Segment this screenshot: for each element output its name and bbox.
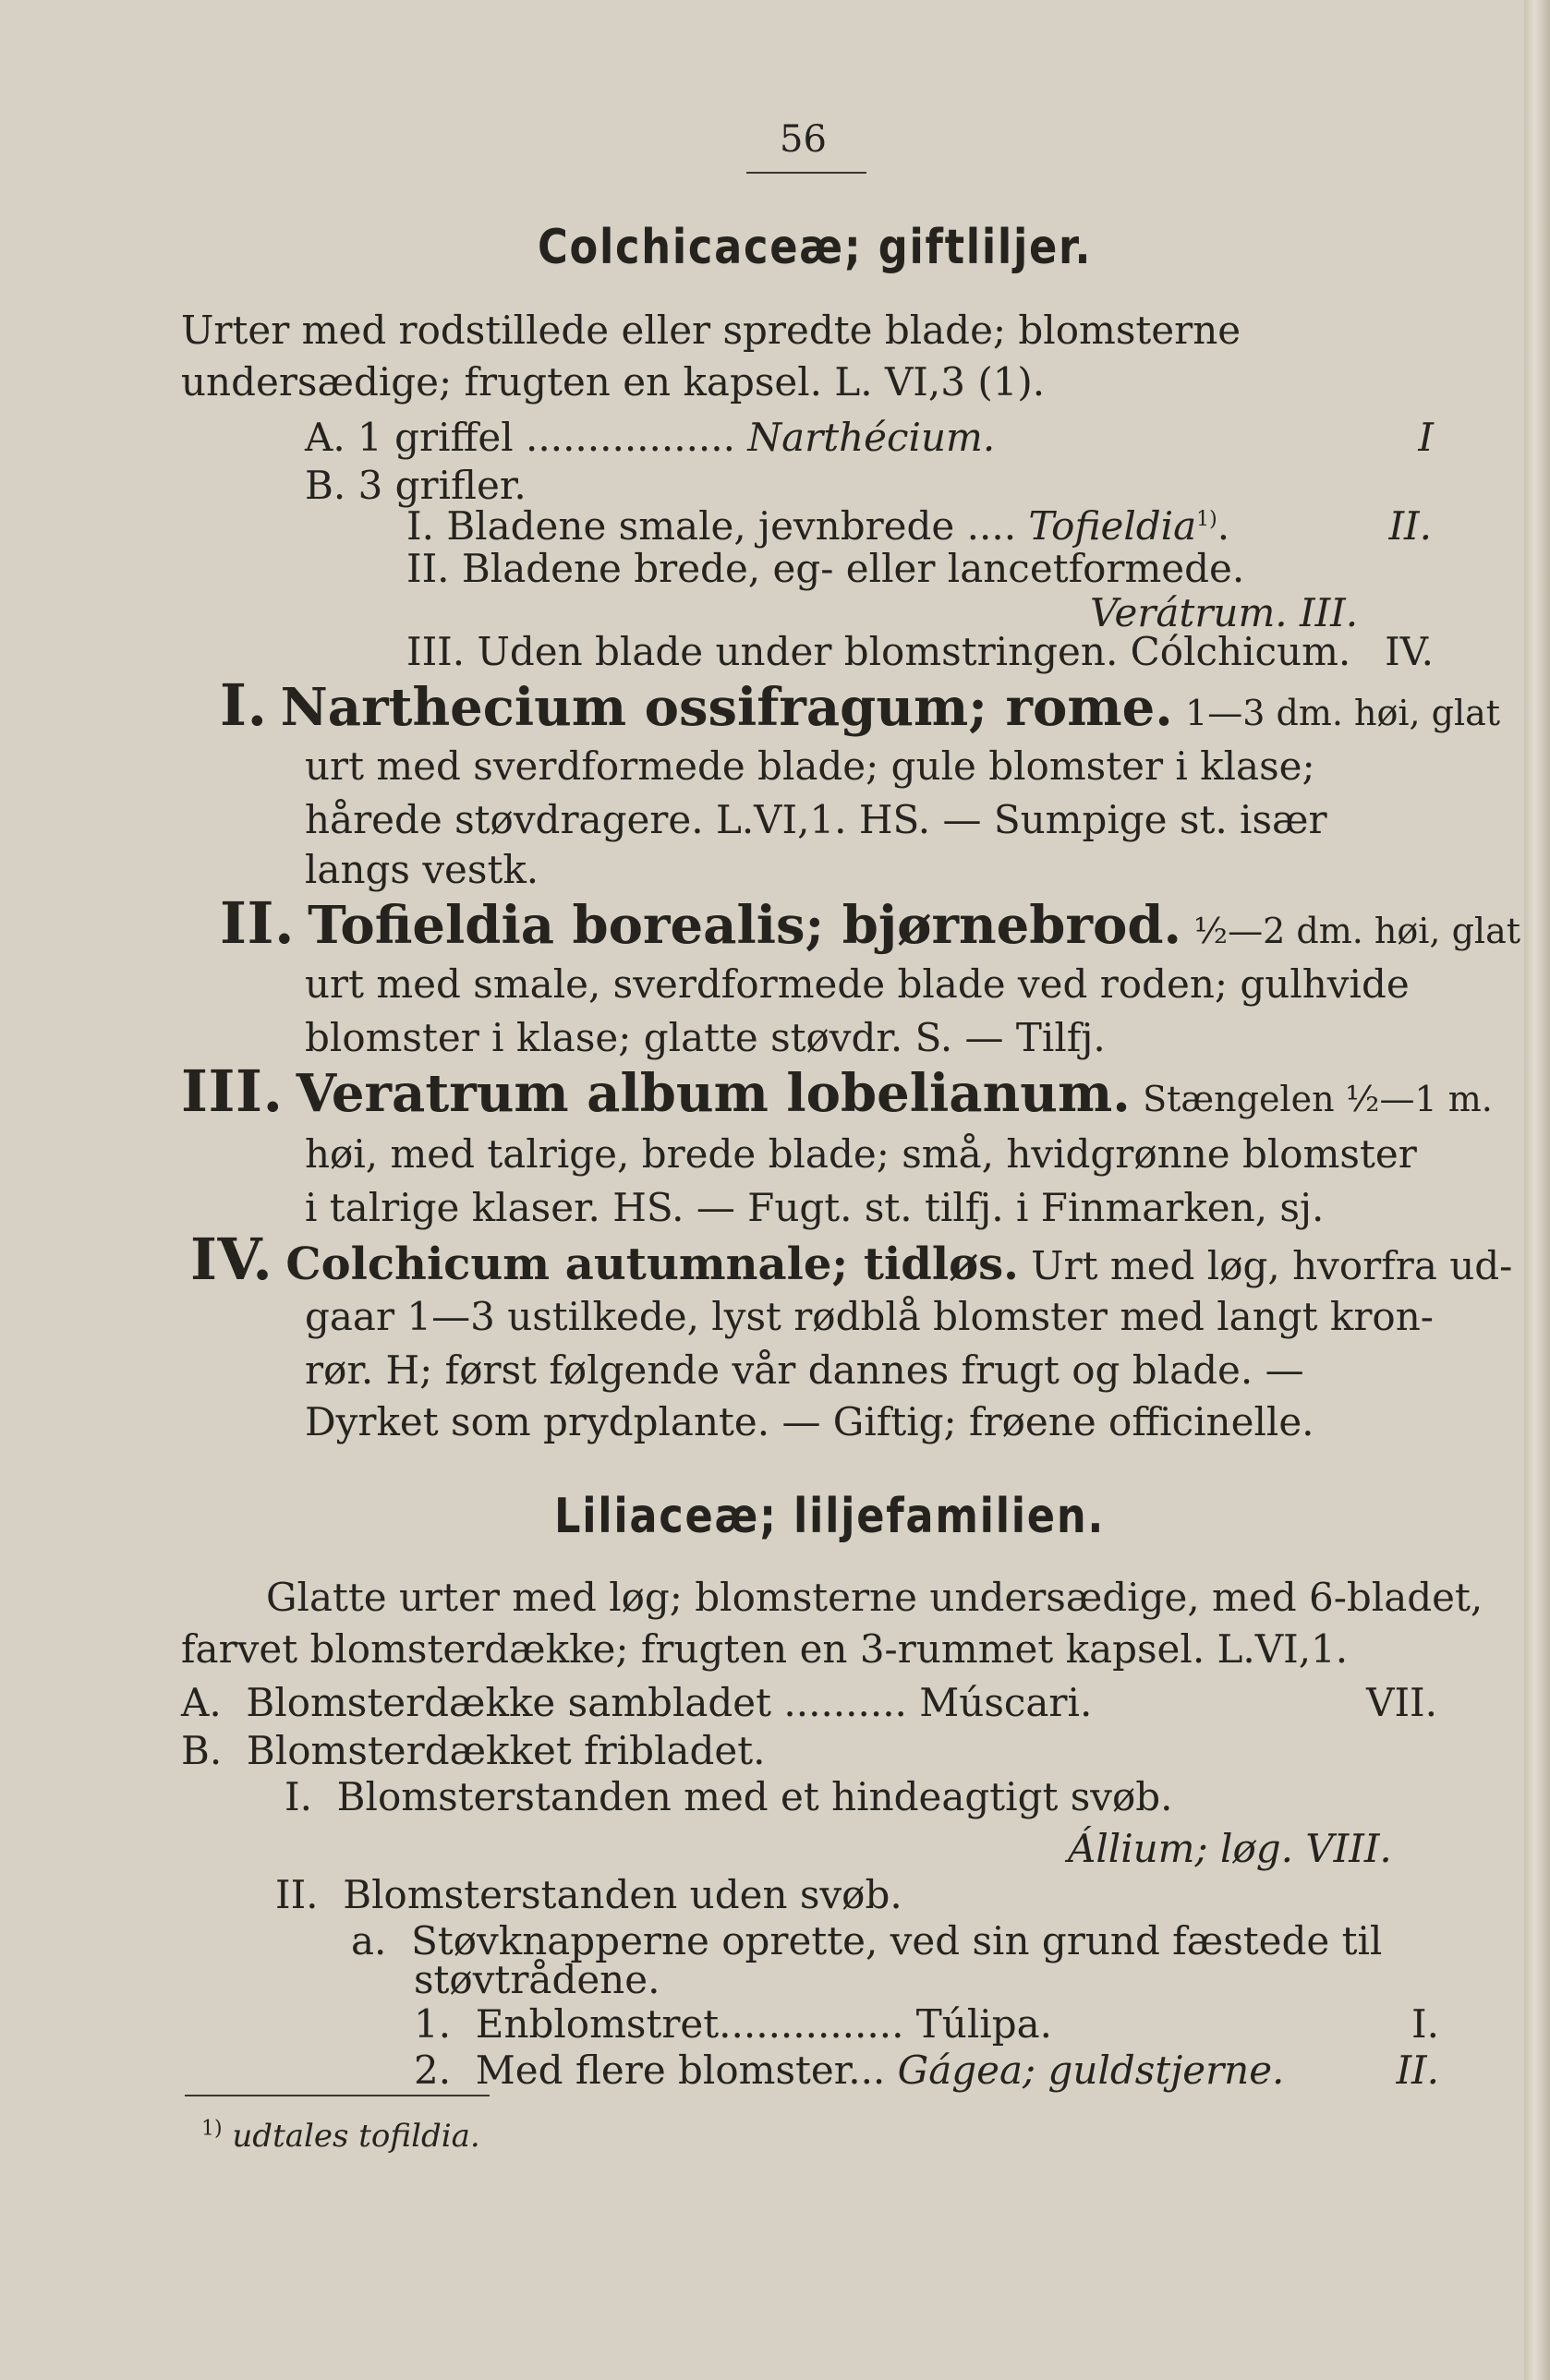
section-heading-liliaceae: Liliaceæ; liljefamilien. <box>554 1489 1106 1544</box>
key2-row-1: 1. Enblomstret............... Túlipa. I. <box>414 2001 1439 2047</box>
species-i-line-4: langs vestk. <box>305 847 539 892</box>
key2-row-ii: II. Blomsterstanden uden svøb. <box>275 1872 902 1917</box>
intro-line-2: undersædige; frugten en kapsel. L. VI,3 (1). <box>181 359 1046 405</box>
key2-row-i: I. Blomsterstanden med et hindeagtigt svøb. <box>285 1774 1173 1819</box>
key-row-ii: II. Bladene brede, eg- eller lancetformede. <box>406 546 1245 591</box>
species-ii-header: II. Tofieldia borealis; bjørnebrod. ½—2 dm. høi, glat <box>220 889 1520 957</box>
species-i-header: I. Narthecium ossifragum; rome. 1—3 dm. høi, glat <box>220 671 1501 739</box>
intro2-line-2: farvet blomsterdække; frugten en 3-rummet kapsel. L.VI,1. <box>181 1626 1349 1672</box>
footnote-ref: 1) <box>1196 508 1217 531</box>
species-ii-line-2: urt med smale, sverdformede blade ved roden; gulhvide <box>305 961 1410 1007</box>
footnote-text: udtales tofildia. <box>232 2118 480 2155</box>
species-ii-line-3: blomster i klase; glatte støvdr. S. — Tilfj. <box>305 1015 1106 1060</box>
page-number: 56 <box>780 118 827 161</box>
section-heading-colchicaceae: Colchicaceæ; giftliljer. <box>538 220 1093 275</box>
species-iii-line-2: høi, med talrige, brede blade; små, hvidgrønne blomster <box>305 1131 1417 1177</box>
species-iv-line-4: Dyrket som prydplante. — Giftig; frøene officinelle. <box>305 1399 1314 1444</box>
species-i-line-2: urt med sverdformede blade; gule blomster i klase; <box>305 743 1315 789</box>
key2-row-a-lower: a. Støvknapperne oprette, ved sin grund fæstede til <box>351 1918 1383 1963</box>
key2-row-b: B. Blomsterdækket fribladet. <box>181 1728 766 1773</box>
intro-line-1 <box>181 308 1432 353</box>
species-iii-line-3: i talrige klaser. HS. — Fugt. st. tilfj. i Finmarken, sj. <box>305 1185 1325 1230</box>
key2-row-a: A. Blomsterdække sambladet .......... Múscari. VII. <box>181 1680 1437 1725</box>
species-i-line-3: hårede støvdragere. L.VI,1. HS. — Sumpige st. især <box>305 797 1327 842</box>
footnote <box>201 2118 480 2155</box>
species-iv-line-2: gaar 1—3 ustilkede, lyst rødblå blomster med langt kron- <box>305 1294 1434 1339</box>
intro-text: Urter med rodstillede eller spredte blade; blomsterne <box>181 308 1241 353</box>
key-row-iii: III. Uden blade under blomstringen. Cólchicum. IV. <box>406 629 1434 674</box>
species-iii-header: III. Veratrum album lobelianum. Stængelen ½—1 m. <box>181 1057 1493 1125</box>
page-number-rule <box>746 172 866 174</box>
footnote-mark: 1) <box>201 2117 223 2141</box>
key2-row-stovtradene: støvtrådene. <box>414 1957 660 2002</box>
key-row-a: A. 1 griffel ................. Narthécium. I <box>305 415 1434 460</box>
key-row-b: B. 3 grifler. <box>305 463 527 508</box>
page-edge <box>1524 0 1550 2380</box>
species-iv-line-3: rør. H; først følgende vår dannes frugt og blade. — <box>305 1347 1304 1393</box>
key2-row-allium: Állium; løg. VIII. <box>1068 1826 1392 1871</box>
species-iv-header: IV. Colchicum autumnale; tidløs. Urt med løg, hvorfra ud- <box>190 1226 1513 1293</box>
intro2-line-1: Glatte urter med løg; blomsterne undersædige, med 6-bladet, <box>266 1575 1483 1620</box>
key2-row-2: 2. Med flere blomster... Gágea; guldstjerne. II. <box>414 2048 1439 2093</box>
key-row-i: I. Bladene smale, jevnbrede .... Tofieldia$^{1)}$. II. <box>406 503 1432 549</box>
key-row-veratrum: Verátrum. III. <box>1090 590 1359 635</box>
footnote-rule <box>185 2095 490 2096</box>
